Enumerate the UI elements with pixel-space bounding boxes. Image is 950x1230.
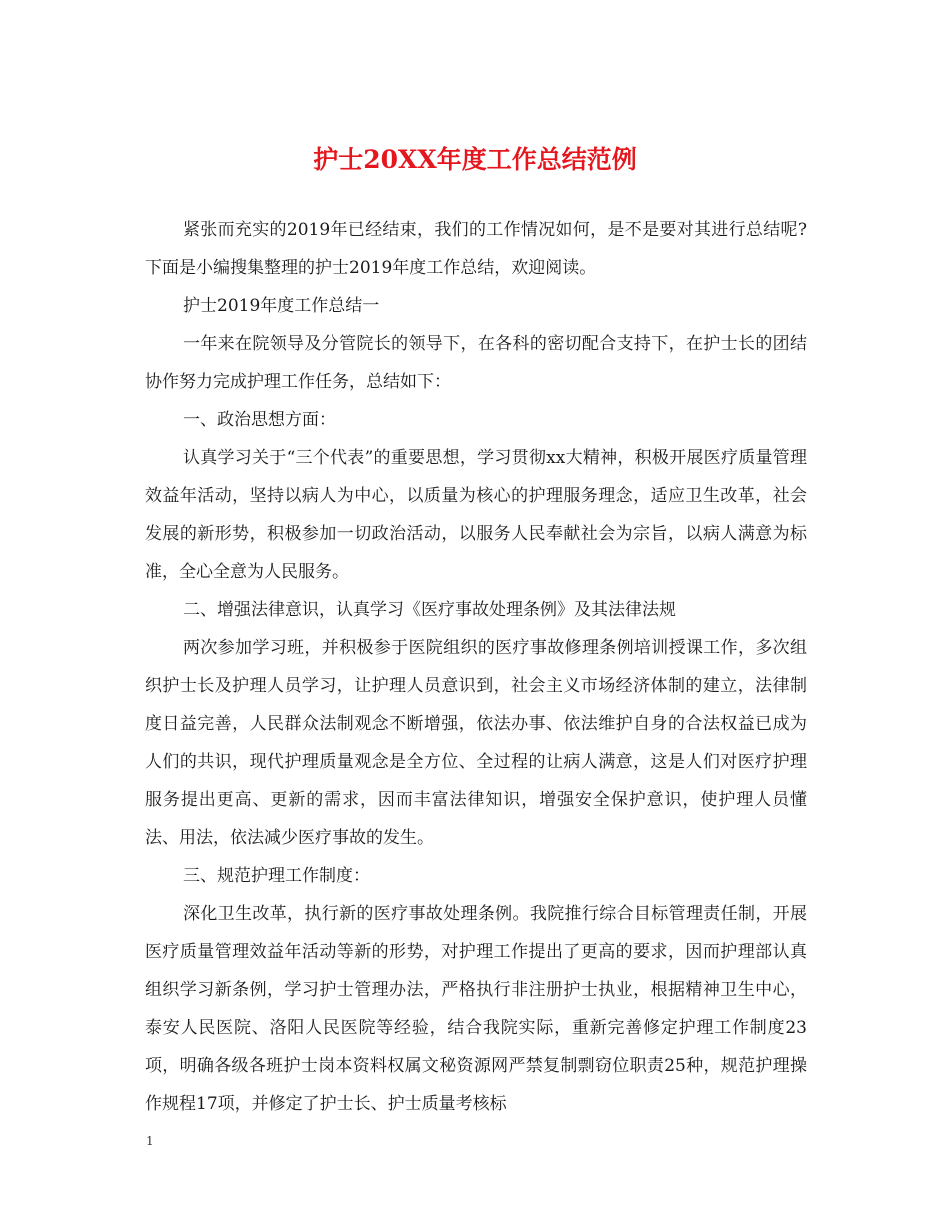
paragraph-legal: 两次参加学习班，并积极参于医院组织的医疗事故修理条例培训授课工作，多次组织护士长及护理人员学习，让护理人员意识到，社会主义市场经济体制的建立，法律制度日益完善，人民群众法制观念不断增强，依法办事、依法维护自身的合法权益已成为人们的共识，现代护理质量观念是全方位、全过程的让病人满意，这是人们对医疗护理服务提出更高、更新的需求，因而丰富法律知识，增强安全保护意识，使护理人员懂法、用法，依法减少医疗事故的发生。 [145, 638, 807, 848]
paragraph-intro: 紧张而充实的2019年已经结束，我们的工作情况如何，是不是要对其进行总结呢?下面是小编搜集整理的护士2019年度工作总结，欢迎阅读。 [145, 220, 807, 278]
section-heading-political: 一、政治思想方面： [183, 410, 336, 430]
paragraph-overview: 一年来在院领导及分管院长的领导下，在各科的密切配合支持下，在护士长的团结协作努力完成护理工作任务，总结如下： [145, 334, 807, 392]
section-heading-summary-one: 护士2019年度工作总结一 [183, 296, 380, 316]
document-body [145, 211, 807, 1123]
section-heading-legal: 二、增强法律意识，认真学习《医疗事故处理条例》及其法律法规 [183, 600, 676, 620]
document-title: 护士20XX年度工作总结范例 [313, 145, 637, 174]
page-number: 1 [146, 1134, 154, 1148]
section-heading-regulations: 三、规范护理工作制度： [183, 866, 370, 886]
paragraph-regulations: 深化卫生改革，执行新的医疗事故处理条例。我院推行综合目标管理责任制，开展医疗质量管理效益年活动等新的形势，对护理工作提出了更高的要求，因而护理部认真组织学习新条例，学习护士管理办法，严格执行非注册护士执业，根据精神卫生中心，泰安人民医院、洛阳人民医院等经验，结合我院实际，重新完善修定护理工作制度23项，明确各级各班护士岗本资料权属文秘资源网严禁复制剽窃位职责25种，规范护理操作规程17项，并修定了护士长、护士质量考核标 [145, 904, 807, 1114]
paragraph-political: 认真学习关于“三个代表”的重要思想，学习贯彻xx大精神，积极开展医疗质量管理效益年活动，坚持以病人为中心，以质量为核心的护理服务理念，适应卫生改革，社会发展的新形势，积极参加一切政治活动，以服务人民奉献社会为宗旨，以病人满意为标准，全心全意为人民服务。 [145, 448, 807, 582]
